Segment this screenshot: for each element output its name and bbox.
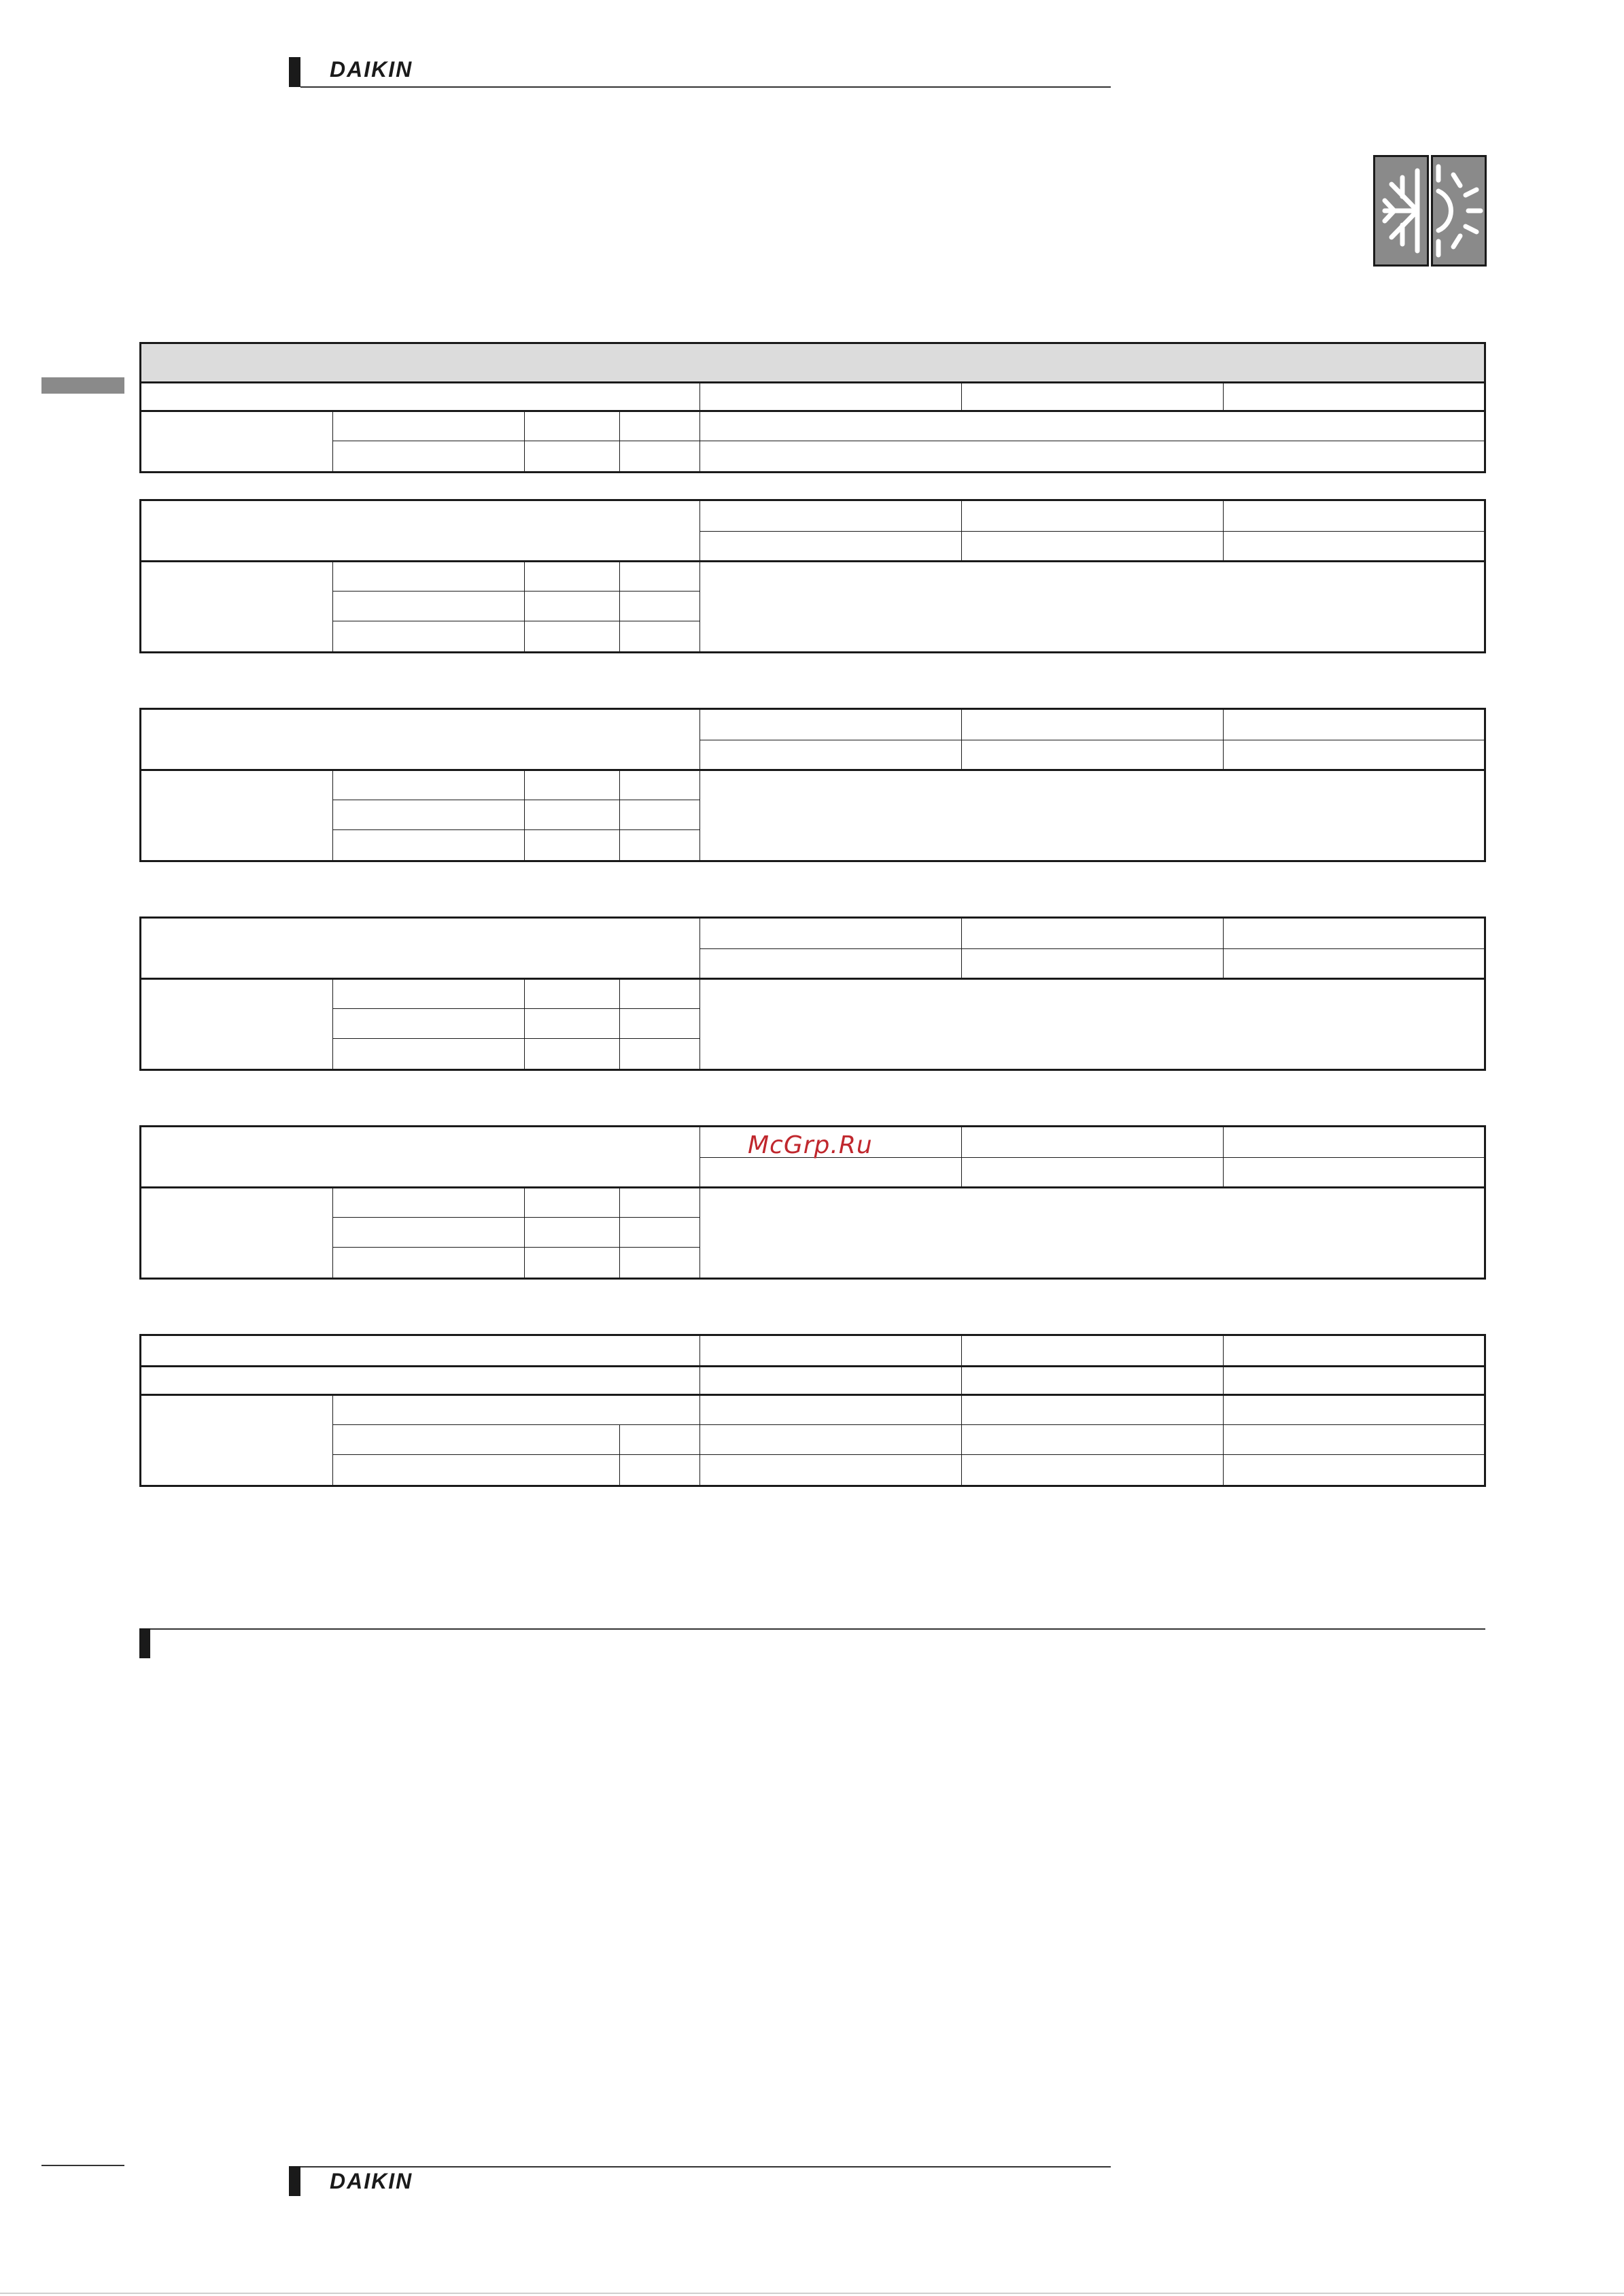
table-5-model-cell: [141, 1127, 700, 1188]
page-bottom-edge: [0, 2293, 1624, 2294]
snowflake-icon-box: [1373, 155, 1429, 267]
snowflake-icon: [1375, 157, 1427, 264]
footer-left-rule: [41, 2165, 124, 2166]
table-6-header-cell: [141, 1335, 700, 1367]
header-brand-bar: [289, 57, 300, 87]
header-rule: [300, 86, 1111, 88]
table-1-row-group: [141, 411, 333, 473]
spec-table-2: [139, 499, 1486, 653]
table-1-title-band: [141, 343, 1485, 383]
footer-brand-bar: [289, 2166, 300, 2196]
section-divider-rule: [150, 1628, 1485, 1630]
footer-logo: DAIKIN: [330, 2169, 413, 2193]
table-3-model-cell: [141, 709, 700, 770]
footer-rule: [300, 2166, 1111, 2168]
spec-table-4: [139, 916, 1486, 1071]
spec-table-1: [139, 342, 1486, 473]
table-1-header-cell: [141, 383, 700, 411]
sun-icon-box: [1431, 155, 1487, 267]
table-4-model-cell: [141, 918, 700, 979]
sun-icon: [1433, 157, 1485, 264]
watermark-text: McGrp.Ru: [748, 1131, 873, 1159]
table-2-model-cell: [141, 500, 700, 562]
header-logo: DAIKIN: [330, 57, 413, 82]
section-divider-bar: [139, 1628, 150, 1658]
section-tab-marker: [41, 377, 124, 394]
spec-table-6: [139, 1334, 1486, 1487]
spec-table-3: [139, 708, 1486, 862]
